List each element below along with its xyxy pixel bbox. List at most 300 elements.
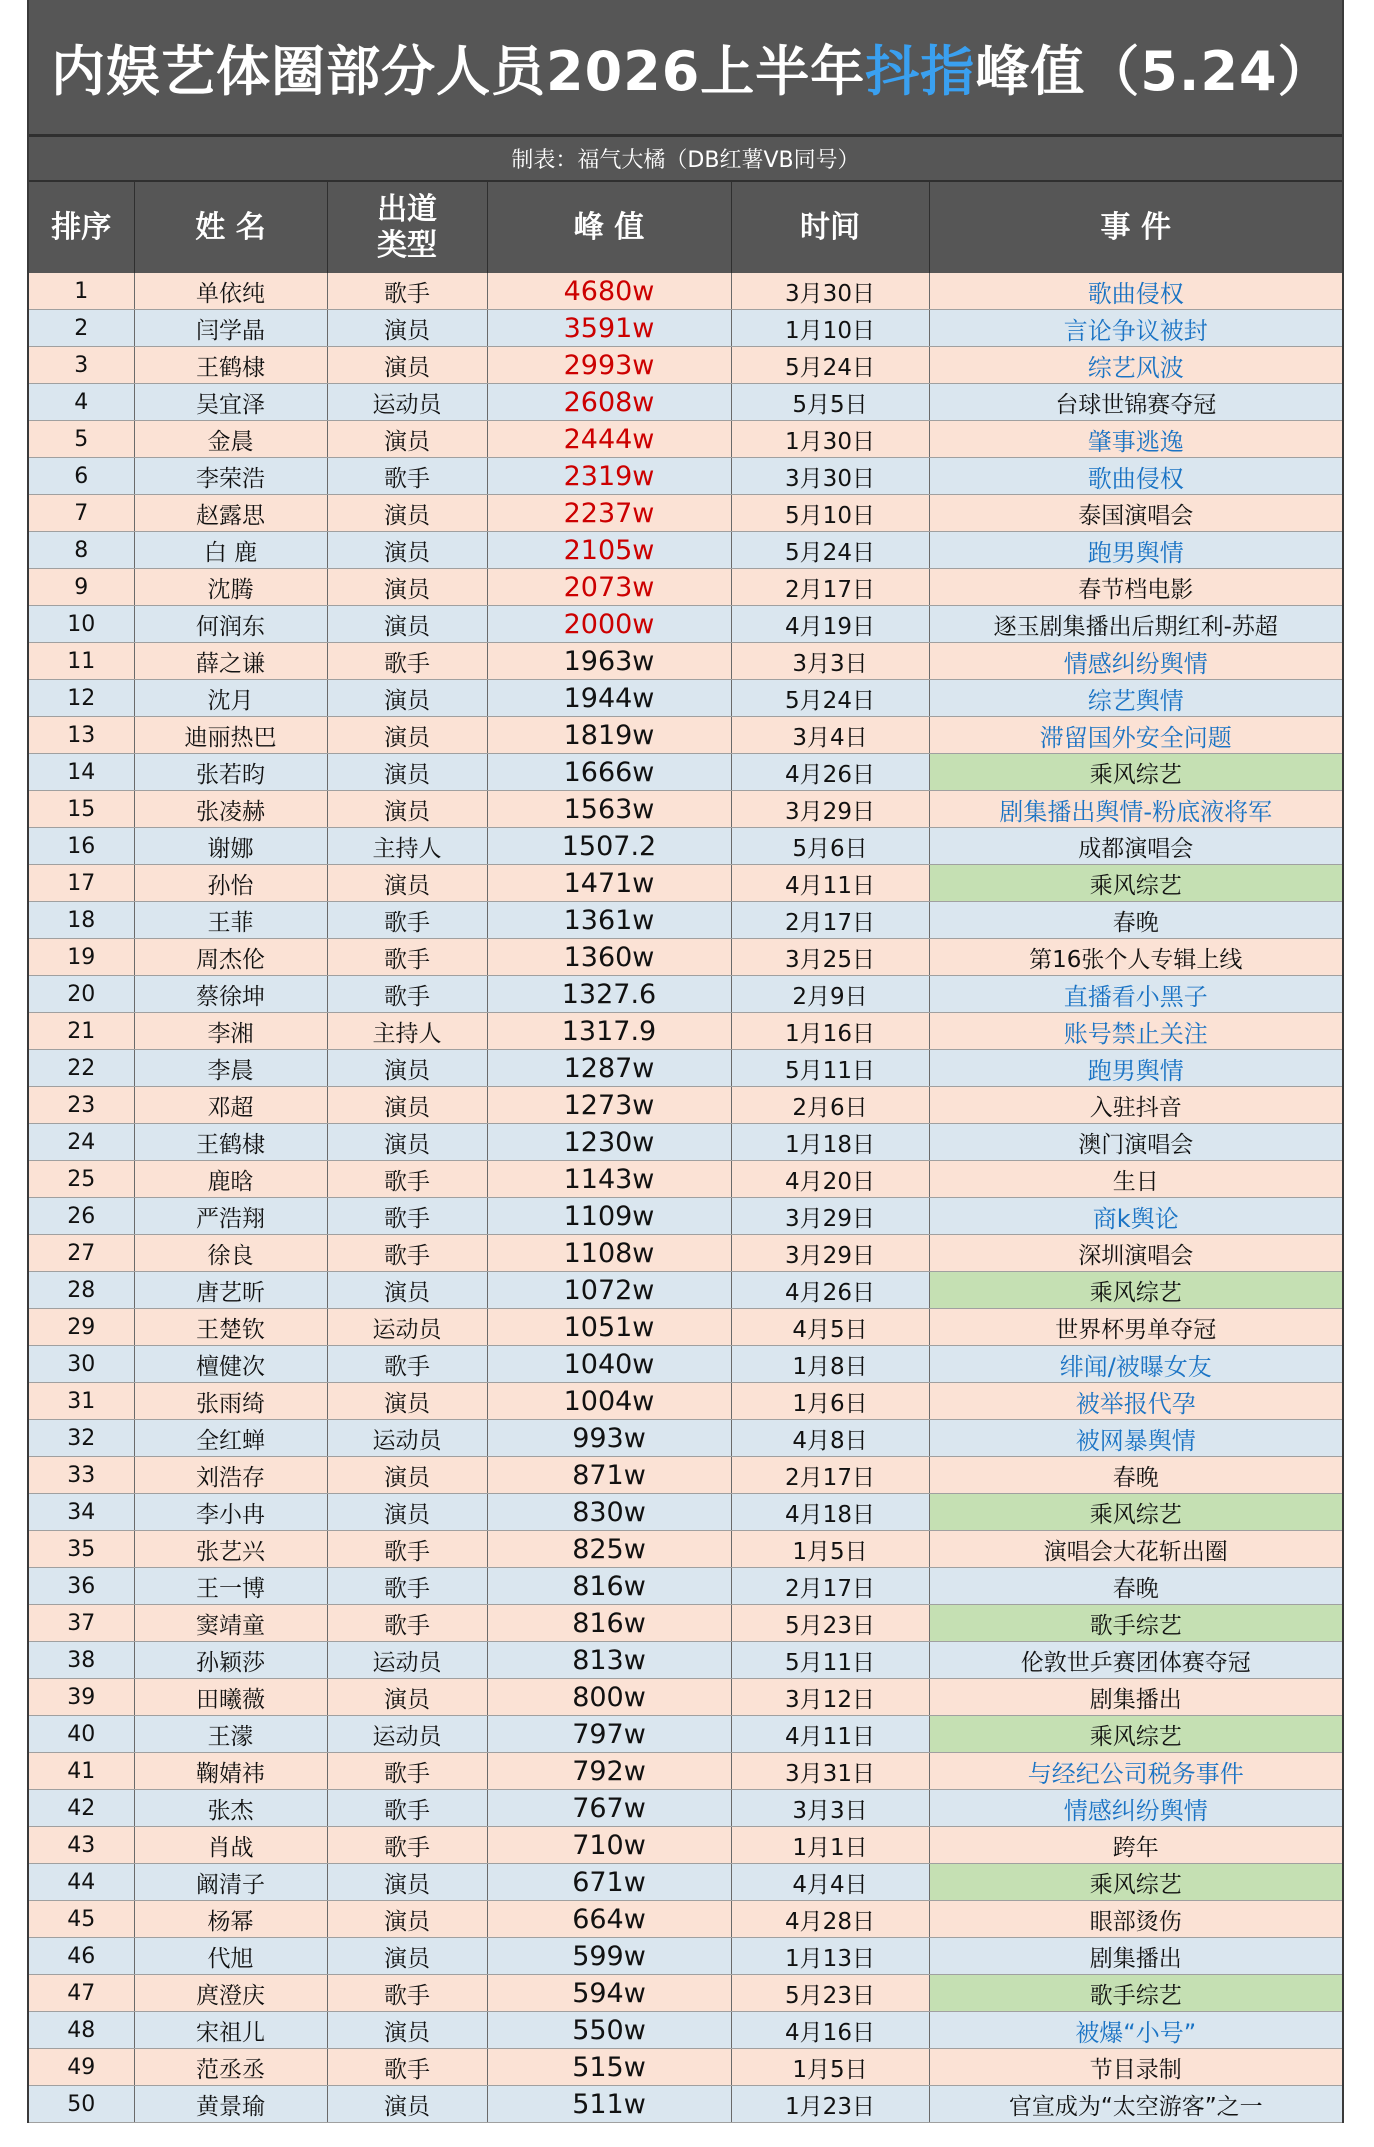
table-row xyxy=(29,976,1342,1013)
title-text-before: 内娱艺体圈部分人员2026上半年 xyxy=(51,39,866,103)
cell-type: 演员 xyxy=(327,495,487,532)
cell-event: 被爆“小号” xyxy=(929,2012,1342,2049)
cell-name: 杨幂 xyxy=(134,1901,327,1938)
cell-time: 3月31日 xyxy=(731,1753,929,1790)
cell-type: 主持人 xyxy=(327,828,487,865)
table-row xyxy=(29,421,1342,458)
cell-rank: 28 xyxy=(29,1272,134,1309)
cell-type: 演员 xyxy=(327,606,487,643)
cell-name: 闫学晶 xyxy=(134,310,327,347)
cell-name: 刘浩存 xyxy=(134,1457,327,1494)
cell-time: 4月26日 xyxy=(731,754,929,791)
cell-peak: 4680w xyxy=(487,273,731,310)
table-row xyxy=(29,1568,1342,1605)
cell-type: 演员 xyxy=(327,1050,487,1087)
cell-peak: 792w xyxy=(487,1753,731,1790)
table-row xyxy=(29,1383,1342,1420)
table-row xyxy=(29,1087,1342,1124)
cell-event: 入驻抖音 xyxy=(929,1087,1342,1124)
cell-peak: 767w xyxy=(487,1790,731,1827)
cell-event: 春晚 xyxy=(929,1457,1342,1494)
cell-type: 歌手 xyxy=(327,1753,487,1790)
cell-time: 3月30日 xyxy=(731,458,929,495)
cell-event: 跨年 xyxy=(929,1827,1342,1864)
cell-peak: 1361w xyxy=(487,902,731,939)
cell-type: 演员 xyxy=(327,1864,487,1901)
cell-type: 演员 xyxy=(327,2086,487,2123)
cell-name: 田曦薇 xyxy=(134,1679,327,1716)
cell-type: 演员 xyxy=(327,1938,487,1975)
cell-time: 2月17日 xyxy=(731,1568,929,1605)
cell-rank: 27 xyxy=(29,1235,134,1272)
table-header-row xyxy=(29,182,1342,273)
cell-event: 春节档电影 xyxy=(929,569,1342,606)
table-row xyxy=(29,939,1342,976)
cell-type: 歌手 xyxy=(327,939,487,976)
table-row xyxy=(29,1531,1342,1568)
table-row xyxy=(29,1901,1342,1938)
table-row xyxy=(29,495,1342,532)
cell-time: 4月19日 xyxy=(731,606,929,643)
cell-event: 剧集播出 xyxy=(929,1679,1342,1716)
table-row xyxy=(29,1235,1342,1272)
cell-rank: 10 xyxy=(29,606,134,643)
cell-type: 歌手 xyxy=(327,1531,487,1568)
cell-rank: 17 xyxy=(29,865,134,902)
title-text-after: 峰值（5.24） xyxy=(975,39,1333,103)
table-body xyxy=(29,273,1342,2123)
page-title xyxy=(29,0,1342,137)
cell-event: 成都演唱会 xyxy=(929,828,1342,865)
cell-event: 商k舆论 xyxy=(929,1198,1342,1235)
cell-peak: 2608w xyxy=(487,384,731,421)
cell-time: 4月26日 xyxy=(731,1272,929,1309)
cell-time: 4月8日 xyxy=(731,1420,929,1457)
cell-rank: 13 xyxy=(29,717,134,754)
cell-time: 3月3日 xyxy=(731,1790,929,1827)
cell-time: 3月4日 xyxy=(731,717,929,754)
cell-rank: 38 xyxy=(29,1642,134,1679)
ranking-table xyxy=(29,182,1342,2123)
cell-peak: 1563w xyxy=(487,791,731,828)
cell-event: 综艺舆情 xyxy=(929,680,1342,717)
cell-event: 歌曲侵权 xyxy=(929,458,1342,495)
cell-peak: 1944w xyxy=(487,680,731,717)
cell-time: 4月20日 xyxy=(731,1161,929,1198)
table-row xyxy=(29,754,1342,791)
cell-event: 综艺风波 xyxy=(929,347,1342,384)
cell-peak: 511w xyxy=(487,2086,731,2123)
cell-peak: 1051w xyxy=(487,1309,731,1346)
cell-peak: 1666w xyxy=(487,754,731,791)
cell-event: 世界杯男单夺冠 xyxy=(929,1309,1342,1346)
cell-type: 演员 xyxy=(327,865,487,902)
cell-time: 1月30日 xyxy=(731,421,929,458)
cell-event: 乘风综艺 xyxy=(929,1864,1342,1901)
cell-time: 1月13日 xyxy=(731,1938,929,1975)
cell-name: 孙颖莎 xyxy=(134,1642,327,1679)
table-row xyxy=(29,717,1342,754)
cell-event: 乘风综艺 xyxy=(929,754,1342,791)
table-row xyxy=(29,1161,1342,1198)
cell-time: 3月29日 xyxy=(731,791,929,828)
cell-event: 被网暴舆情 xyxy=(929,1420,1342,1457)
cell-event: 节目录制 xyxy=(929,2049,1342,2086)
cell-rank: 4 xyxy=(29,384,134,421)
header-type-label: 出道类型 xyxy=(377,191,437,263)
cell-time: 5月24日 xyxy=(731,680,929,717)
cell-time: 4月5日 xyxy=(731,1309,929,1346)
cell-time: 2月9日 xyxy=(731,976,929,1013)
cell-name: 邓超 xyxy=(134,1087,327,1124)
table-row xyxy=(29,1864,1342,1901)
table-row xyxy=(29,1679,1342,1716)
cell-time: 1月1日 xyxy=(731,1827,929,1864)
cell-peak: 1109w xyxy=(487,1198,731,1235)
table-row xyxy=(29,1938,1342,1975)
cell-type: 歌手 xyxy=(327,976,487,1013)
cell-event: 春晚 xyxy=(929,902,1342,939)
cell-peak: 1471w xyxy=(487,865,731,902)
cell-rank: 45 xyxy=(29,1901,134,1938)
cell-rank: 5 xyxy=(29,421,134,458)
cell-rank: 2 xyxy=(29,310,134,347)
table-row xyxy=(29,643,1342,680)
cell-peak: 2319w xyxy=(487,458,731,495)
cell-type: 运动员 xyxy=(327,1716,487,1753)
table-row xyxy=(29,1198,1342,1235)
cell-rank: 43 xyxy=(29,1827,134,1864)
cell-rank: 25 xyxy=(29,1161,134,1198)
cell-rank: 32 xyxy=(29,1420,134,1457)
cell-event: 歌手综艺 xyxy=(929,1975,1342,2012)
cell-event: 账号禁止关注 xyxy=(929,1013,1342,1050)
cell-name: 王濛 xyxy=(134,1716,327,1753)
cell-rank: 24 xyxy=(29,1124,134,1161)
cell-time: 4月16日 xyxy=(731,2012,929,2049)
cell-time: 3月12日 xyxy=(731,1679,929,1716)
cell-time: 1月16日 xyxy=(731,1013,929,1050)
table-row xyxy=(29,1420,1342,1457)
cell-type: 演员 xyxy=(327,569,487,606)
cell-time: 2月17日 xyxy=(731,902,929,939)
cell-name: 徐良 xyxy=(134,1235,327,1272)
cell-rank: 40 xyxy=(29,1716,134,1753)
cell-rank: 31 xyxy=(29,1383,134,1420)
table-row xyxy=(29,347,1342,384)
cell-name: 孙怡 xyxy=(134,865,327,902)
cell-rank: 42 xyxy=(29,1790,134,1827)
cell-name: 李荣浩 xyxy=(134,458,327,495)
table-row xyxy=(29,384,1342,421)
cell-type: 歌手 xyxy=(327,1975,487,2012)
header-type xyxy=(327,182,487,273)
cell-time: 3月29日 xyxy=(731,1235,929,1272)
cell-event: 乘风综艺 xyxy=(929,1716,1342,1753)
cell-type: 歌手 xyxy=(327,1198,487,1235)
cell-name: 张杰 xyxy=(134,1790,327,1827)
cell-event: 乘风综艺 xyxy=(929,1494,1342,1531)
cell-time: 4月11日 xyxy=(731,1716,929,1753)
cell-peak: 2993w xyxy=(487,347,731,384)
cell-peak: 594w xyxy=(487,1975,731,2012)
cell-name: 迪丽热巴 xyxy=(134,717,327,754)
cell-time: 3月3日 xyxy=(731,643,929,680)
cell-event: 官宣成为“太空游客”之一 xyxy=(929,2086,1342,2123)
header-event: 事 件 xyxy=(929,182,1342,273)
table-row xyxy=(29,1124,1342,1161)
cell-rank: 12 xyxy=(29,680,134,717)
cell-time: 5月23日 xyxy=(731,1975,929,2012)
cell-name: 单依纯 xyxy=(134,273,327,310)
cell-type: 歌手 xyxy=(327,1235,487,1272)
cell-event: 生日 xyxy=(929,1161,1342,1198)
cell-name: 王菲 xyxy=(134,902,327,939)
cell-type: 演员 xyxy=(327,1494,487,1531)
cell-name: 吴宜泽 xyxy=(134,384,327,421)
cell-peak: 710w xyxy=(487,1827,731,1864)
cell-name: 周杰伦 xyxy=(134,939,327,976)
cell-type: 演员 xyxy=(327,791,487,828)
cell-peak: 816w xyxy=(487,1568,731,1605)
cell-time: 5月11日 xyxy=(731,1050,929,1087)
cell-rank: 37 xyxy=(29,1605,134,1642)
cell-peak: 830w xyxy=(487,1494,731,1531)
cell-peak: 1004w xyxy=(487,1383,731,1420)
cell-name: 严浩翔 xyxy=(134,1198,327,1235)
table-row xyxy=(29,1272,1342,1309)
cell-peak: 1327.6 xyxy=(487,976,731,1013)
cell-peak: 671w xyxy=(487,1864,731,1901)
cell-name: 沈腾 xyxy=(134,569,327,606)
cell-time: 5月24日 xyxy=(731,347,929,384)
cell-rank: 30 xyxy=(29,1346,134,1383)
cell-event: 被举报代孕 xyxy=(929,1383,1342,1420)
header-time: 时间 xyxy=(731,182,929,273)
cell-type: 运动员 xyxy=(327,384,487,421)
table-row xyxy=(29,1975,1342,2012)
cell-peak: 664w xyxy=(487,1901,731,1938)
cell-peak: 800w xyxy=(487,1679,731,1716)
cell-peak: 2237w xyxy=(487,495,731,532)
cell-time: 3月25日 xyxy=(731,939,929,976)
cell-time: 2月17日 xyxy=(731,569,929,606)
cell-peak: 871w xyxy=(487,1457,731,1494)
cell-event: 言论争议被封 xyxy=(929,310,1342,347)
cell-peak: 2105w xyxy=(487,532,731,569)
cell-type: 演员 xyxy=(327,2012,487,2049)
header-name: 姓 名 xyxy=(134,182,327,273)
cell-name: 沈月 xyxy=(134,680,327,717)
cell-name: 黄景瑜 xyxy=(134,2086,327,2123)
cell-event: 歌曲侵权 xyxy=(929,273,1342,310)
cell-type: 演员 xyxy=(327,717,487,754)
cell-event: 乘风综艺 xyxy=(929,1272,1342,1309)
cell-rank: 48 xyxy=(29,2012,134,2049)
table-row xyxy=(29,1716,1342,1753)
cell-type: 运动员 xyxy=(327,1642,487,1679)
cell-type: 演员 xyxy=(327,1679,487,1716)
cell-name: 白 鹿 xyxy=(134,532,327,569)
cell-event: 伦敦世乒赛团体赛夺冠 xyxy=(929,1642,1342,1679)
table-row xyxy=(29,1309,1342,1346)
cell-event: 情感纠纷舆情 xyxy=(929,1790,1342,1827)
table-row xyxy=(29,791,1342,828)
table-row xyxy=(29,1790,1342,1827)
cell-name: 唐艺昕 xyxy=(134,1272,327,1309)
cell-rank: 3 xyxy=(29,347,134,384)
cell-name: 李湘 xyxy=(134,1013,327,1050)
header-peak: 峰 值 xyxy=(487,182,731,273)
cell-name: 范丞丞 xyxy=(134,2049,327,2086)
cell-peak: 1230w xyxy=(487,1124,731,1161)
cell-event: 深圳演唱会 xyxy=(929,1235,1342,1272)
cell-rank: 34 xyxy=(29,1494,134,1531)
cell-rank: 18 xyxy=(29,902,134,939)
cell-type: 歌手 xyxy=(327,1790,487,1827)
cell-name: 王鹤棣 xyxy=(134,1124,327,1161)
cell-peak: 1072w xyxy=(487,1272,731,1309)
cell-time: 1月5日 xyxy=(731,2049,929,2086)
page-subtitle: 制表：福气大橘（DB红薯VB同号） xyxy=(29,137,1342,182)
cell-event: 台球世锦赛夺冠 xyxy=(929,384,1342,421)
cell-rank: 47 xyxy=(29,1975,134,2012)
cell-name: 蔡徐坤 xyxy=(134,976,327,1013)
cell-event: 跑男舆情 xyxy=(929,532,1342,569)
cell-time: 1月10日 xyxy=(731,310,929,347)
cell-event: 直播看小黑子 xyxy=(929,976,1342,1013)
cell-type: 演员 xyxy=(327,1087,487,1124)
cell-type: 演员 xyxy=(327,1457,487,1494)
cell-time: 5月24日 xyxy=(731,532,929,569)
cell-peak: 550w xyxy=(487,2012,731,2049)
cell-name: 王楚钦 xyxy=(134,1309,327,1346)
cell-event: 演唱会大花斩出圈 xyxy=(929,1531,1342,1568)
cell-name: 李小冉 xyxy=(134,1494,327,1531)
cell-peak: 797w xyxy=(487,1716,731,1753)
title-text-highlight: 抖指 xyxy=(865,39,976,103)
cell-rank: 6 xyxy=(29,458,134,495)
header-rank: 排序 xyxy=(29,182,134,273)
table-row xyxy=(29,865,1342,902)
cell-name: 鞠婧祎 xyxy=(134,1753,327,1790)
cell-peak: 515w xyxy=(487,2049,731,2086)
cell-time: 3月29日 xyxy=(731,1198,929,1235)
cell-time: 5月10日 xyxy=(731,495,929,532)
cell-peak: 1143w xyxy=(487,1161,731,1198)
cell-type: 运动员 xyxy=(327,1420,487,1457)
cell-name: 李晨 xyxy=(134,1050,327,1087)
cell-type: 歌手 xyxy=(327,1568,487,1605)
cell-type: 歌手 xyxy=(327,1161,487,1198)
cell-peak: 1963w xyxy=(487,643,731,680)
cell-event: 肇事逃逸 xyxy=(929,421,1342,458)
cell-name: 张雨绮 xyxy=(134,1383,327,1420)
cell-event: 逐玉剧集播出后期红利-苏超 xyxy=(929,606,1342,643)
cell-rank: 22 xyxy=(29,1050,134,1087)
cell-rank: 39 xyxy=(29,1679,134,1716)
table-row xyxy=(29,310,1342,347)
cell-type: 演员 xyxy=(327,1272,487,1309)
cell-rank: 33 xyxy=(29,1457,134,1494)
table-row xyxy=(29,828,1342,865)
cell-rank: 16 xyxy=(29,828,134,865)
cell-name: 檀健次 xyxy=(134,1346,327,1383)
cell-type: 歌手 xyxy=(327,2049,487,2086)
cell-peak: 825w xyxy=(487,1531,731,1568)
cell-rank: 15 xyxy=(29,791,134,828)
cell-peak: 1507.2 xyxy=(487,828,731,865)
cell-name: 庹澄庆 xyxy=(134,1975,327,2012)
table-row xyxy=(29,2049,1342,2086)
cell-type: 歌手 xyxy=(327,1346,487,1383)
cell-type: 歌手 xyxy=(327,643,487,680)
cell-time: 1月6日 xyxy=(731,1383,929,1420)
table-row xyxy=(29,1753,1342,1790)
cell-name: 全红蝉 xyxy=(134,1420,327,1457)
cell-peak: 2444w xyxy=(487,421,731,458)
cell-rank: 1 xyxy=(29,273,134,310)
cell-rank: 49 xyxy=(29,2049,134,2086)
cell-peak: 816w xyxy=(487,1605,731,1642)
cell-name: 张艺兴 xyxy=(134,1531,327,1568)
table-row xyxy=(29,1642,1342,1679)
cell-time: 5月23日 xyxy=(731,1605,929,1642)
cell-event: 跑男舆情 xyxy=(929,1050,1342,1087)
cell-time: 4月11日 xyxy=(731,865,929,902)
cell-event: 情感纠纷舆情 xyxy=(929,643,1342,680)
cell-rank: 36 xyxy=(29,1568,134,1605)
cell-name: 王鹤棣 xyxy=(134,347,327,384)
cell-time: 1月5日 xyxy=(731,1531,929,1568)
cell-rank: 44 xyxy=(29,1864,134,1901)
cell-name: 何润东 xyxy=(134,606,327,643)
cell-time: 1月18日 xyxy=(731,1124,929,1161)
cell-peak: 2000w xyxy=(487,606,731,643)
cell-time: 4月4日 xyxy=(731,1864,929,1901)
cell-peak: 1108w xyxy=(487,1235,731,1272)
cell-rank: 26 xyxy=(29,1198,134,1235)
cell-type: 演员 xyxy=(327,421,487,458)
cell-name: 窦靖童 xyxy=(134,1605,327,1642)
table-row xyxy=(29,1346,1342,1383)
cell-name: 张若昀 xyxy=(134,754,327,791)
cell-rank: 9 xyxy=(29,569,134,606)
cell-type: 歌手 xyxy=(327,458,487,495)
cell-time: 2月6日 xyxy=(731,1087,929,1124)
table-row xyxy=(29,2086,1342,2123)
cell-peak: 993w xyxy=(487,1420,731,1457)
cell-peak: 1317.9 xyxy=(487,1013,731,1050)
cell-name: 鹿晗 xyxy=(134,1161,327,1198)
table-row xyxy=(29,1013,1342,1050)
cell-rank: 21 xyxy=(29,1013,134,1050)
cell-event: 第16张个人专辑上线 xyxy=(929,939,1342,976)
cell-type: 演员 xyxy=(327,680,487,717)
table-row xyxy=(29,680,1342,717)
cell-peak: 2073w xyxy=(487,569,731,606)
table-row xyxy=(29,606,1342,643)
table-row xyxy=(29,1457,1342,1494)
cell-peak: 813w xyxy=(487,1642,731,1679)
table-row xyxy=(29,458,1342,495)
cell-type: 演员 xyxy=(327,1383,487,1420)
cell-rank: 7 xyxy=(29,495,134,532)
table-row xyxy=(29,1605,1342,1642)
cell-peak: 1360w xyxy=(487,939,731,976)
cell-peak: 3591w xyxy=(487,310,731,347)
cell-event: 滞留国外安全问题 xyxy=(929,717,1342,754)
